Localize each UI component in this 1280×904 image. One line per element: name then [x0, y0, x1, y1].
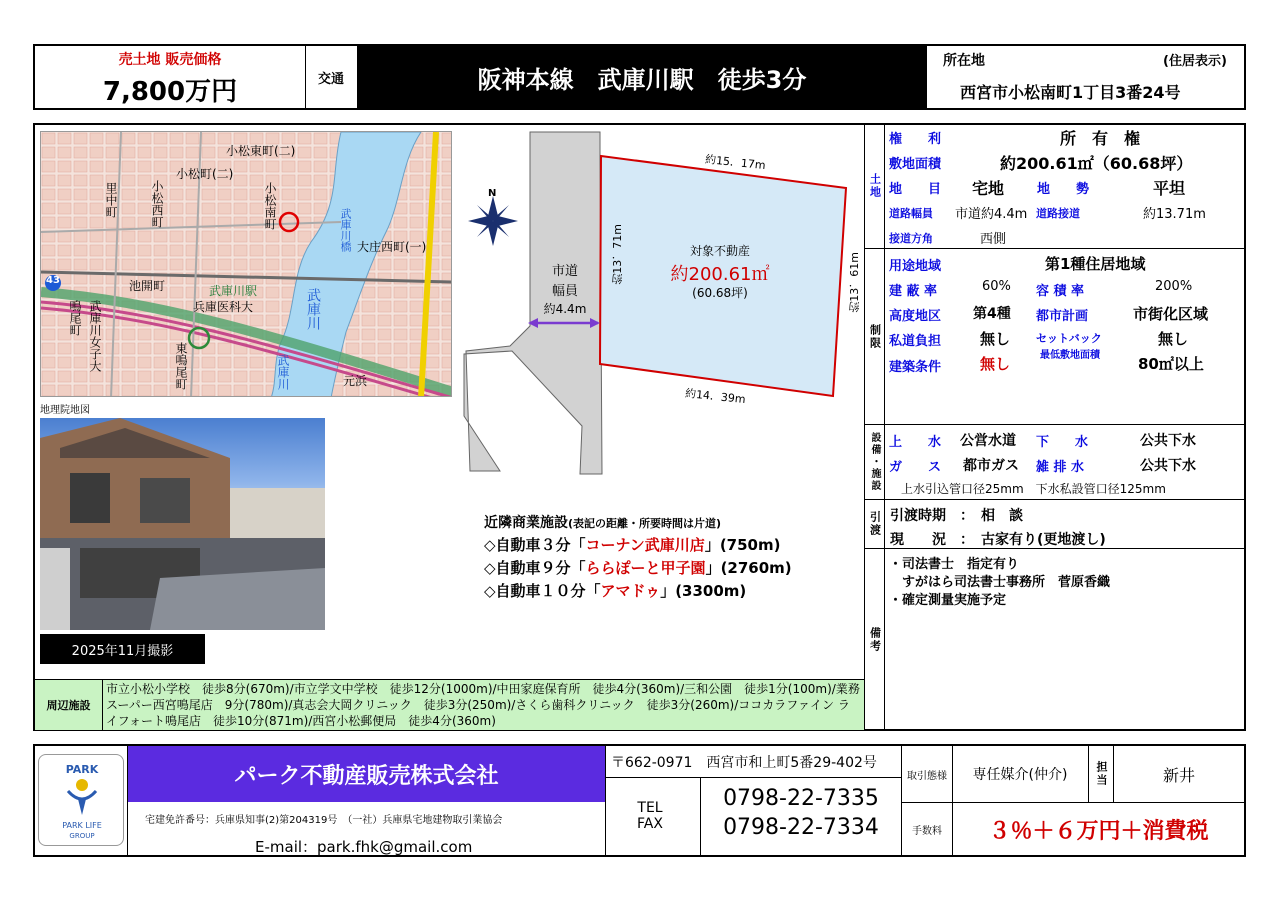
- transport-label: 交通: [317, 71, 344, 87]
- far-label: 容 積 率: [1036, 284, 1085, 299]
- road-width-label: 約4.4m: [543, 302, 587, 316]
- logo-mark-icon: [62, 777, 102, 817]
- coverage-label: 建 蔽 率: [889, 284, 938, 299]
- land-terrain-value: 平坦: [1153, 179, 1186, 198]
- zoning-label: 用途地域: [889, 259, 942, 274]
- section-land: 土地: [868, 173, 882, 199]
- private-road-value: 無し: [980, 330, 1011, 348]
- plot-area: 約200.61㎡: [670, 264, 770, 285]
- plot-left-edge: 約13．71m: [611, 224, 624, 285]
- map-label-river2: 武庫川: [276, 354, 290, 390]
- address-label: 所在地: [943, 53, 985, 69]
- map-label-komatsu-cho: 小松町(二): [176, 167, 234, 181]
- section-delivery: 引渡: [868, 511, 882, 537]
- commercial-item-name: コーナン武庫川店: [585, 536, 705, 554]
- deal-type-label: 取引態様: [907, 770, 947, 782]
- map-label-hyogo-ika: 兵庫医科大: [193, 300, 254, 314]
- company-logo: [38, 754, 124, 846]
- location-map: [40, 131, 452, 397]
- map-label-mukogawa-st: 武庫川駅: [209, 284, 258, 298]
- road-label-1: 市道: [551, 264, 578, 279]
- height-district-value: 第4種: [973, 306, 1011, 322]
- drain-value: 公共下水: [1140, 458, 1196, 474]
- company-address: 〒662-0971 西宮市和上町5番29-402号: [611, 755, 877, 771]
- commercial-note: (表記の距離・所要時間は片道): [568, 517, 722, 530]
- build-cond-value: 無し: [980, 355, 1011, 373]
- remarks-line-1: ・司法書士 指定有り: [889, 557, 1020, 572]
- map-label-moto-hama: 元浜: [343, 374, 368, 388]
- remarks-line-3: ・確定測量実施予定: [889, 593, 1007, 608]
- plot-subject-label: 対象不動産: [689, 244, 750, 258]
- company-name: パーク不動産販売株式会社: [128, 746, 605, 802]
- price-value: 7,800万円: [102, 76, 238, 107]
- land-road-dir-label: 接道方角: [889, 232, 933, 245]
- drain-label: 雑 排 水: [1036, 460, 1085, 475]
- land-category-label: 地 目: [889, 182, 942, 197]
- compass-n-label: N: [488, 188, 497, 199]
- staff-label: 担当: [1095, 761, 1108, 787]
- land-area-label: 敷地面積: [889, 157, 942, 172]
- commercial-item-name: ららぽーと甲子園: [585, 559, 706, 577]
- build-cond-label: 建築条件: [889, 360, 942, 375]
- fee-value: ３％＋６万円＋消費税: [988, 818, 1209, 844]
- map-caption: 地理院地図: [40, 405, 90, 416]
- water-label: 上 水: [889, 435, 942, 450]
- land-road-width-label: 道路幅員: [889, 207, 933, 220]
- sewer-value: 公共下水: [1140, 433, 1196, 449]
- city-plan-value: 市街化区域: [1133, 305, 1209, 323]
- compass-icon: [468, 196, 518, 246]
- section-remarks: 備考: [868, 626, 882, 653]
- commercial-title: 近隣商業施設: [484, 515, 568, 531]
- map-label-higashi-naruo: 東鳴尾町: [174, 342, 188, 390]
- fax-label: FAX: [637, 816, 663, 832]
- setback-value: 無し: [1158, 330, 1189, 348]
- zoning-value: 第1種住居地域: [1045, 255, 1146, 273]
- remarks-line-2: すがはら司法書士事務所 菅原香織: [889, 575, 1111, 590]
- coverage-value: 60%: [982, 279, 1011, 294]
- map-label-river: 武庫川: [305, 288, 321, 330]
- gas-label: ガ ス: [889, 460, 942, 475]
- min-area-value: 80㎡以上: [1138, 355, 1204, 373]
- surroundings-text: 市立小松小学校 徒歩8分(670m)/市立学文中学校 徒歩12分(1000m)/中田家庭保育所 徒歩4分(360m)/三和公園 徒歩1分(100m)/業務スーパー西宮鳴尾店 9分(780m)/真志会大岡クリニック 徒歩3分(250m)/さくら歯科クリニック 徒歩3分(260m)/ココカラファイン ライフォート鳴尾店 徒歩10分(871m)/西宮小松郵便局 徒歩4分(360m): [103, 680, 864, 730]
- pipes-value: 上水引込管口径25mm 下水私設管口径125mm: [901, 482, 1166, 496]
- far-value: 200%: [1155, 279, 1193, 294]
- company-email: E-mail：park.fhk@gmail.com: [255, 838, 473, 856]
- land-terrain-label: 地 勢: [1037, 182, 1090, 197]
- map-label-mukogawa-women: 武庫川女子大: [88, 300, 102, 372]
- land-road-dir-value: 西側: [980, 232, 1007, 247]
- plot-svg: [460, 126, 860, 476]
- deal-type-value: 専任媒介(仲介): [972, 767, 1068, 783]
- map-label-route43: 43: [46, 275, 60, 286]
- logo-bottom: PARK LIFE: [62, 821, 102, 830]
- surroundings-label: 周辺施設: [35, 680, 102, 730]
- map-label-ikebiraki: 池開町: [129, 279, 166, 293]
- logo-top: PARK: [65, 763, 99, 776]
- setback-label: セットバック: [1036, 332, 1102, 345]
- land-road-width-value: 市道約4.4m: [955, 207, 1028, 222]
- map-label-komatsu-nishi: 小松西町: [150, 180, 164, 228]
- commercial-item: ◇自動車３分「コーナン武庫川店」(750m): [484, 536, 781, 554]
- water-value: 公営水道: [960, 433, 1016, 449]
- address-note: (住居表示): [1163, 54, 1227, 69]
- city-plan-label: 都市計画: [1036, 309, 1089, 324]
- company-license: 宅建免許番号：兵庫県知事(2)第204319号 （一社）兵庫県宅地建物取引業協会: [145, 815, 503, 826]
- map-label-satonaka: 里中町: [104, 182, 118, 218]
- price-label: 売土地 販売価格: [118, 52, 222, 68]
- height-district-label: 高度地区: [889, 309, 942, 324]
- land-category-value: 宅地: [972, 179, 1005, 198]
- transport-value: 阪神本線 武庫川駅 徒歩3分: [357, 46, 927, 108]
- logo-group: GROUP: [69, 832, 95, 840]
- commercial-item-name: アマドゥ: [600, 582, 661, 600]
- fax-number: 0798-22-7334: [723, 815, 879, 840]
- land-road-contact-value: 約13.71m: [1143, 207, 1206, 222]
- commercial-block: [484, 512, 864, 601]
- land-rights-value: 所 有 権: [1059, 129, 1140, 148]
- commercial-item: ◇自動車９分「ららぽーと甲子園」(2760m): [484, 559, 792, 577]
- private-road-label: 私道負担: [889, 334, 942, 349]
- price-cell: [35, 46, 305, 108]
- sewer-label: 下 水: [1036, 435, 1089, 450]
- address-value: 西宮市小松南町1丁目3番24号: [960, 83, 1181, 102]
- delivery-timing: 引渡時期 ： 相 談: [890, 508, 1023, 524]
- land-area-value: 約200.61㎡（60.68坪）: [1000, 154, 1193, 173]
- road-label-2: 幅員: [551, 284, 578, 299]
- min-area-label: 最低敷地面積: [1040, 350, 1100, 361]
- staff-value: 新井: [1162, 765, 1195, 785]
- map-label-bridge: 武庫川橋: [339, 208, 352, 252]
- plot-right-edge: 約13．61m: [848, 252, 861, 313]
- plot-top-edge: 約15．17m: [704, 152, 767, 173]
- gas-value: 都市ガス: [963, 458, 1019, 474]
- map-label-taisho-nishi: 大庄西町(一): [357, 240, 427, 254]
- house-photo: [40, 418, 325, 630]
- commercial-title-row: [484, 512, 864, 532]
- commercial-item: ◇自動車１０分「アマドゥ」(3300m): [484, 582, 747, 600]
- photo-caption: 2025年11月撮影: [40, 634, 205, 664]
- land-road-contact-label: 道路接道: [1036, 207, 1080, 220]
- map-label-komatsu-minami: 小松南町: [263, 182, 277, 230]
- delivery-status: 現 況 ： 古家有り(更地渡し): [890, 532, 1106, 548]
- fee-label: 手数料: [912, 825, 942, 837]
- map-label-naruo: 鳴尾町: [68, 300, 82, 336]
- plot-diagram: [460, 126, 860, 476]
- land-rights-label: 権 利: [889, 132, 942, 147]
- tel-number[interactable]: 0798-22-7335: [723, 786, 879, 811]
- map-label-komatsu-higashi: 小松東町(二): [226, 144, 296, 158]
- plot-bottom-edge: 約14．39m: [684, 386, 747, 407]
- section-facilities: 設備・施設: [869, 432, 880, 492]
- section-restrictions: 制限: [868, 323, 882, 350]
- plot-area-tsubo: (60.68坪): [692, 286, 748, 300]
- tel-label: TEL: [637, 800, 663, 816]
